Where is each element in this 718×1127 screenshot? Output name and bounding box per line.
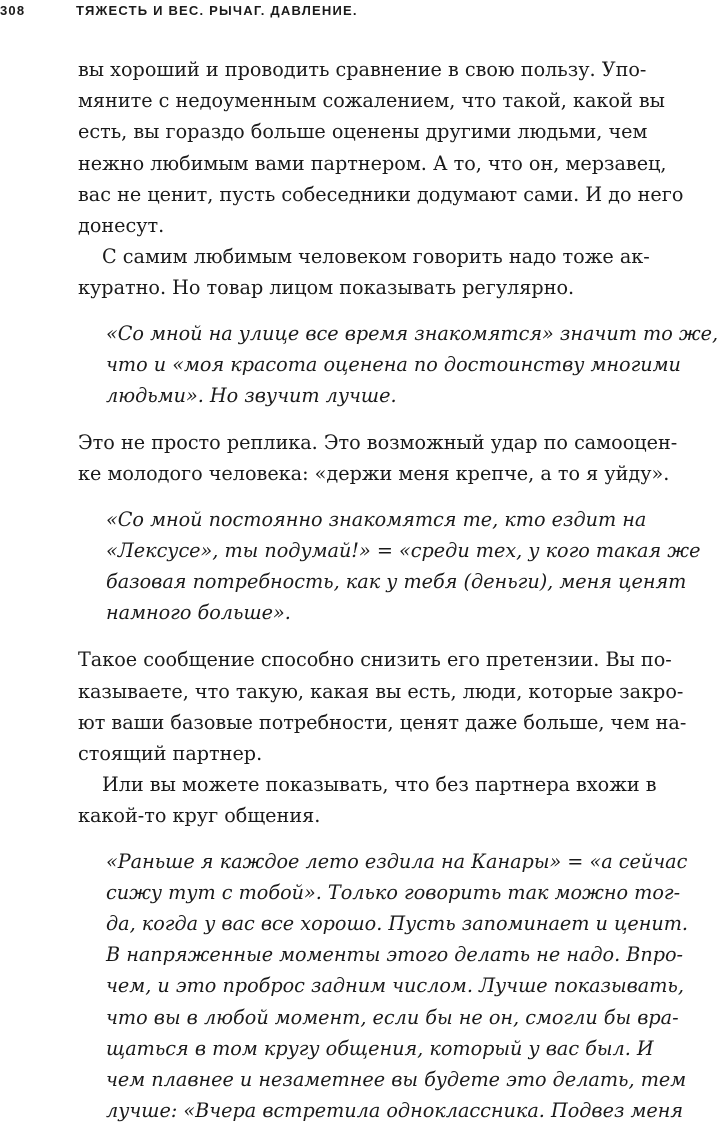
quote-1	[106, 318, 718, 412]
paragraph-1	[78, 54, 684, 241]
text-line: людьми». Но звучит лучше.	[106, 384, 397, 408]
text-line: С самим любимым человеком говорить надо тоже ак-	[102, 245, 650, 269]
text-line: есть, вы гораздо больше оценены другими людьми, чем	[78, 120, 648, 144]
text-line: ют ваши базовые потребности, ценят даже больше, чем на-	[78, 710, 687, 734]
text-line: чем плавнее и незаметнее вы будете это делать, тем	[106, 1068, 687, 1092]
text-line: лучше: «Вчера встретила одноклассника. Подвез меня	[106, 1099, 684, 1123]
paragraph-2	[78, 241, 650, 303]
text-line: «Со мной постоянно знакомятся те, кто ездит на	[106, 507, 647, 531]
quote-3	[106, 846, 689, 1127]
text-line: Или вы можете показывать, что без партнера вхожи в	[102, 773, 657, 797]
text-line: В напряженные моменты этого делать не надо. Впро-	[106, 943, 684, 967]
text-line: вы хороший и проводить сравнение в свою пользу. Упо-	[78, 58, 647, 81]
text-line: куратно. Но товар лицом показывать регулярно.	[78, 276, 575, 300]
text-line: «Раньше я каждое лето ездила на Канары» = «а сейчас	[106, 849, 688, 873]
text-line: сижу тут с тобой». Только говорить так можно тог-	[106, 880, 681, 904]
text-line: щаться в том кругу общения, который у вас был. И	[106, 1036, 654, 1060]
body-text	[78, 54, 718, 1127]
paragraph-3	[78, 427, 678, 489]
text-line: Такое сообщение способно снизить его претензии. Вы по-	[78, 648, 672, 672]
paragraph-5	[78, 769, 657, 831]
text-line: стоящий партнер.	[78, 742, 263, 766]
paragraph-4	[78, 644, 687, 769]
text-line: ке молодого человека: «держи меня крепче, а то я уйду».	[78, 462, 670, 486]
page-header	[0, 0, 620, 24]
text-line: да, когда у вас все хорошо. Пусть запоминает и ценит.	[106, 912, 689, 936]
text-line: вас не ценит, пусть собеседники додумают сами. И до него	[78, 182, 684, 206]
text-line: Это не просто реплика. Это возможный удар по самооцен-	[78, 431, 678, 455]
running-title: ТЯЖЕСТЬ И ВЕС. РЫЧАГ. ДАВЛЕНИЕ.	[76, 3, 358, 18]
text-line: донесут.	[78, 214, 165, 238]
text-line: чем, и это проброс задним числом. Лучше показывать,	[106, 974, 684, 998]
text-line: что и «моя красота оценена по достоинству многими	[106, 352, 681, 376]
text-line: мяните с недоуменным сожалением, что такой, какой вы	[78, 89, 665, 113]
text-line: казываете, что такую, какая вы есть, люди, которые закро-	[78, 679, 684, 703]
text-line: какой-то круг общения.	[78, 804, 321, 828]
text-line: намного больше».	[106, 601, 291, 625]
page-number: 308	[0, 3, 26, 18]
text-line: базовая потребность, как у тебя (деньги), меня ценят	[106, 570, 687, 594]
text-line: нежно любимым вами партнером. А то, что он, мерзавец,	[78, 151, 667, 175]
text-line: что вы в любой момент, если бы не он, смогли бы вра-	[106, 1005, 679, 1029]
text-line: «Со мной на улице все время знакомятся» значит то же,	[106, 321, 718, 345]
text-line: «Лексусе», ты подумай!» = «среди тех, у кого такая же	[106, 538, 701, 562]
quote-2	[106, 504, 701, 629]
